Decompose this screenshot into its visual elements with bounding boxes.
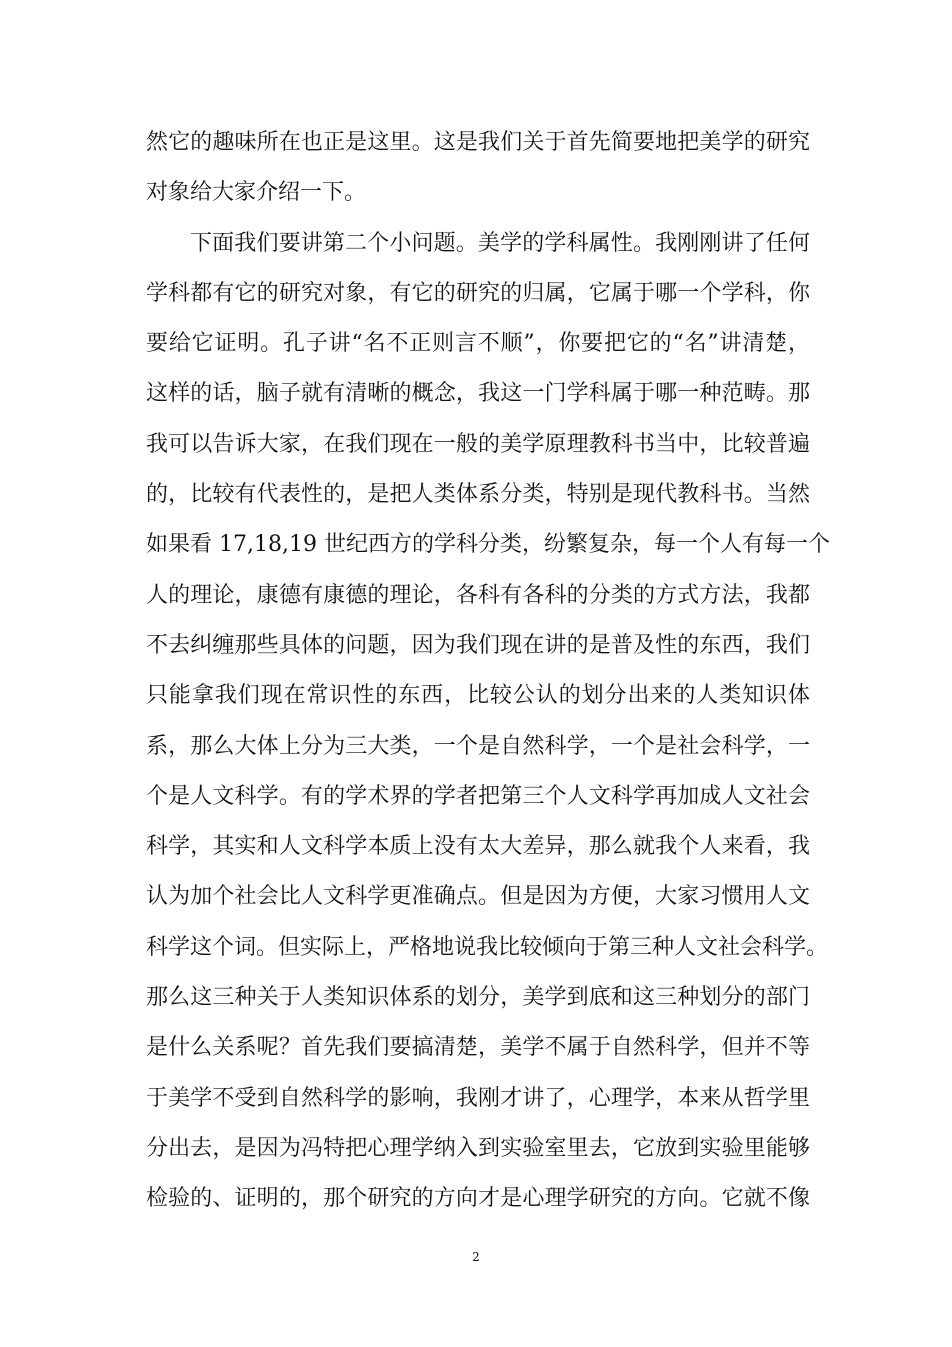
text-line: 认为加个社会比人文科学更准确点。但是因为方便，大家习惯用人文 — [146, 884, 810, 910]
text-line: 下面我们要讲第二个小问题。美学的学科属性。我刚刚讲了任何 — [190, 230, 810, 256]
text-line: 科学，其实和人文科学本质上没有太大差异，那么就我个人来看，我 — [146, 834, 810, 860]
text-line: 人的理论，康德有康德的理论，各科有各科的分类的方式方法，我都 — [146, 582, 810, 608]
text-line: 分出去，是因为冯特把心理学纳入到实验室里去，它放到实验里能够 — [146, 1135, 810, 1161]
text-line: 个是人文科学。有的学术界的学者把第三个人文科学再加成人文社会 — [146, 783, 810, 809]
page-number: 2 — [472, 1250, 480, 1264]
text-line: 如果看 17,18,19 世纪西方的学科分类，纷繁复杂，每一个人有每一个 — [146, 532, 830, 558]
text-line: 我可以告诉大家，在我们现在一般的美学原理教科书当中，比较普遍 — [146, 431, 810, 457]
text-line: 不去纠缠那些具体的问题，因为我们现在讲的是普及性的东西，我们 — [146, 632, 810, 658]
text-line: 检验的、证明的，那个研究的方向才是心理学研究的方向。它就不像 — [146, 1186, 810, 1212]
text-line: 系，那么大体上分为三大类，一个是自然科学，一个是社会科学，一 — [146, 733, 810, 759]
text-line: 于美学不受到自然科学的影响，我刚才讲了，心理学，本来从哲学里 — [146, 1085, 810, 1111]
text-line: 对象给大家介绍一下。 — [146, 180, 367, 206]
text-line: 的，比较有代表性的，是把人类体系分类，特别是现代教科书。当然 — [146, 482, 810, 508]
text-line: 只能拿我们现在常识性的东西，比较公认的划分出来的人类知识体 — [146, 683, 810, 709]
text-line: 这样的话，脑子就有清晰的概念，我这一门学科属于哪一种范畴。那 — [146, 381, 810, 407]
text-line: 那么这三种关于人类知识体系的划分，美学到底和这三种划分的部门 — [146, 985, 810, 1011]
text-line: 学科都有它的研究对象，有它的研究的归属，它属于哪一个学科，你 — [146, 280, 810, 306]
text-line: 科学这个词。但实际上，严格地说我比较倾向于第三种人文社会科学。 — [146, 934, 829, 960]
text-line: 是什么关系呢？首先我们要搞清楚，美学不属于自然科学，但并不等 — [146, 1035, 810, 1061]
text-line: 然它的趣味所在也正是这里。这是我们关于首先简要地把美学的研究 — [146, 130, 810, 155]
text-line: 要给它证明。孔子讲“名不正则言不顺”，你要把它的“名”讲清楚， — [146, 331, 810, 357]
body-text — [146, 118, 830, 1225]
